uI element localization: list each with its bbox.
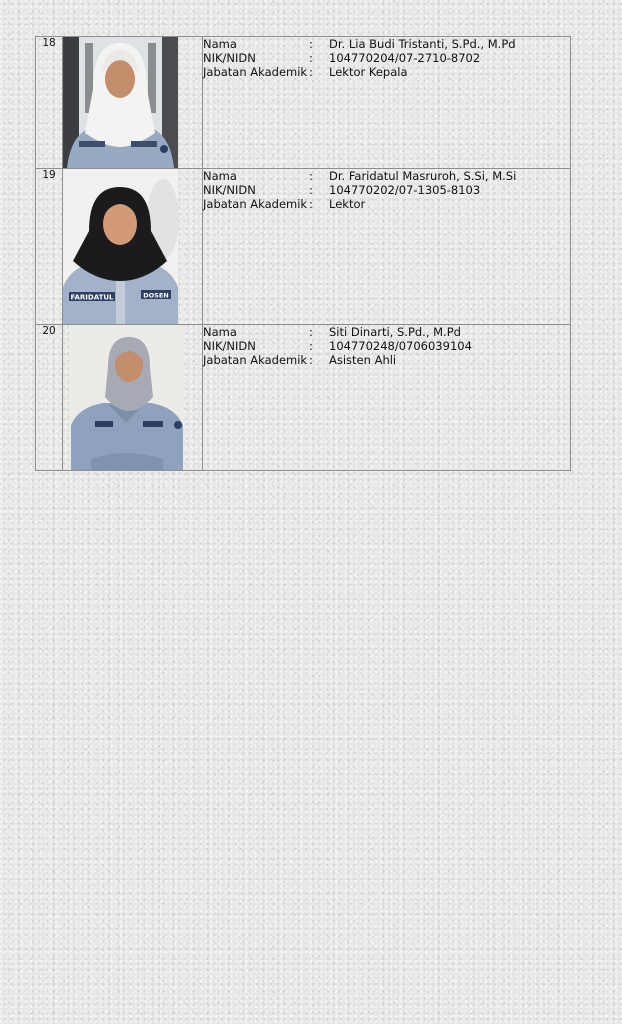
name-line [203, 37, 570, 51]
rank-label: Jabatan Akademik [203, 65, 308, 79]
nik-value: 104770202/07-1305-8103 [329, 183, 481, 197]
nik-label: NIK/NIDN [203, 183, 256, 197]
rank-value: Lektor Kepala [329, 65, 408, 79]
nik-line [203, 339, 570, 353]
name-value: Siti Dinarti, S.Pd., M.Pd [329, 325, 461, 339]
rank-value: Asisten Ahli [329, 353, 397, 367]
row-number: 19 [36, 169, 63, 325]
lecturer-photo-image [63, 169, 178, 324]
lecturer-photo [69, 325, 184, 470]
name-label: Nama [203, 325, 237, 339]
uniform-name-tag: FARIDATUL [70, 293, 114, 302]
rank-label: Jabatan Akademik [203, 197, 308, 211]
lecturer-table [35, 36, 571, 471]
photo-cell [63, 37, 203, 169]
separator: : [309, 51, 313, 65]
nik-label: NIK/NIDN [203, 339, 256, 353]
nik-label: NIK/NIDN [203, 51, 256, 65]
lecturer-photo [63, 169, 178, 324]
separator: : [309, 339, 313, 353]
name-line [203, 325, 570, 339]
table-row [36, 37, 571, 169]
photo-cell [63, 325, 203, 471]
nik-line [203, 183, 570, 197]
lecturer-photo [63, 37, 178, 168]
table-row [36, 169, 571, 325]
rank-line [203, 353, 570, 367]
info-cell [203, 37, 571, 169]
rank-label: Jabatan Akademik [203, 353, 308, 367]
photo-cell [63, 169, 203, 325]
info-cell [203, 325, 571, 471]
lecturer-photo-image [63, 37, 178, 168]
separator: : [309, 65, 313, 79]
separator: : [309, 353, 313, 367]
name-label: Nama [203, 37, 237, 51]
nik-value: 104770248/0706039104 [329, 339, 472, 353]
separator: : [309, 325, 313, 339]
separator: : [309, 183, 313, 197]
rank-value: Lektor [329, 197, 366, 211]
row-number: 20 [36, 325, 63, 471]
separator: : [309, 197, 313, 211]
separator: : [309, 37, 313, 51]
name-value: Dr. Lia Budi Tristanti, S.Pd., M.Pd [329, 37, 516, 51]
nik-value: 104770204/07-2710-8702 [329, 51, 481, 65]
uniform-badge: DOSEN [143, 291, 169, 300]
rank-line [203, 65, 570, 79]
rank-line [203, 197, 570, 211]
name-line [203, 169, 570, 183]
name-value: Dr. Faridatul Masruroh, S.Si, M.Si [329, 169, 517, 183]
nik-line [203, 51, 570, 65]
row-number: 18 [36, 37, 63, 169]
separator: : [309, 169, 313, 183]
lecturer-photo-image [69, 325, 184, 470]
info-cell [203, 169, 571, 325]
name-label: Nama [203, 169, 237, 183]
table-row [36, 325, 571, 471]
